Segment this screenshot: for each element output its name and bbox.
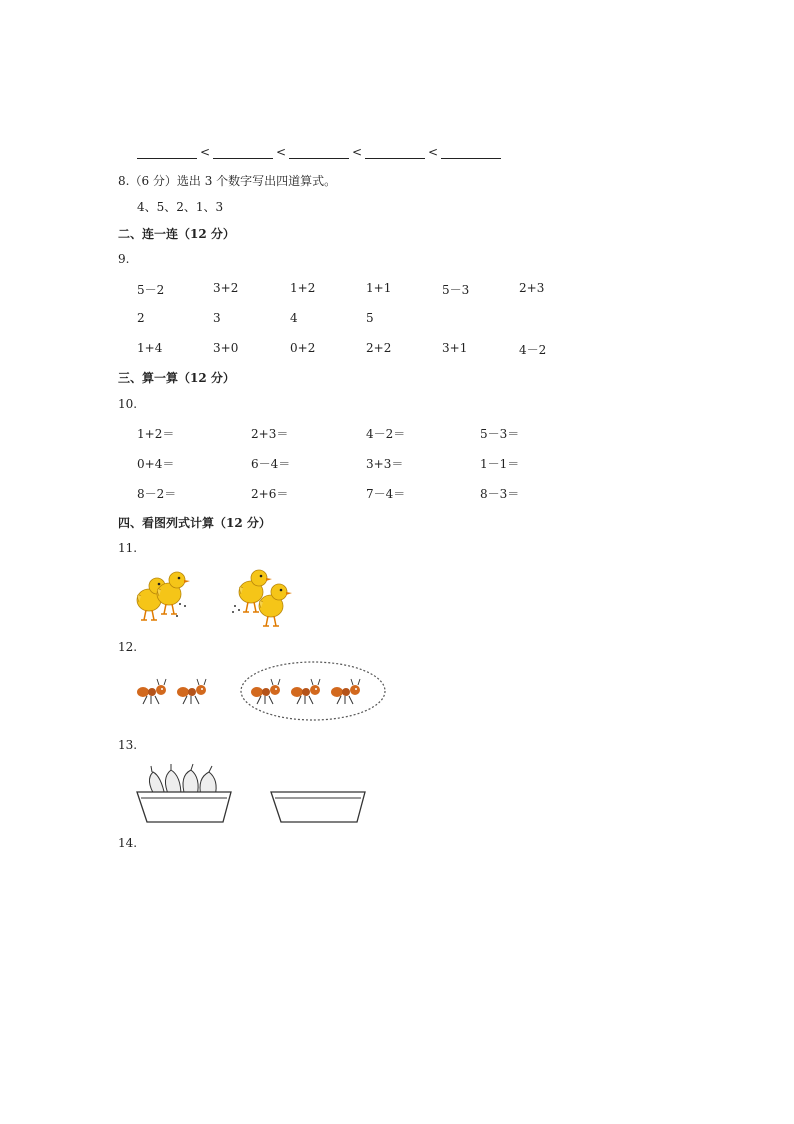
- match-expression[interactable]: 1+4: [137, 341, 163, 355]
- question-13-label: 13.: [118, 738, 138, 752]
- answer-blank[interactable]: [213, 146, 273, 159]
- match-expression[interactable]: 3+2: [213, 281, 239, 295]
- ant-icon: [251, 679, 280, 704]
- match-expression[interactable]: 5－2: [137, 283, 165, 297]
- match-number[interactable]: 5: [366, 311, 374, 325]
- answer-blank[interactable]: [365, 146, 425, 159]
- calc-item[interactable]: 6－4＝: [251, 457, 291, 471]
- basket-empty: [271, 792, 365, 822]
- calc-item[interactable]: 2+3＝: [251, 427, 289, 441]
- chicks-illustration: [135, 566, 295, 626]
- match-number[interactable]: 2: [137, 311, 145, 325]
- ant-icon: [137, 679, 166, 704]
- ants-illustration: [135, 660, 385, 722]
- match-expression[interactable]: 5－3: [442, 283, 470, 297]
- less-than-sign: <: [275, 145, 287, 159]
- answer-blank[interactable]: [441, 146, 501, 159]
- calc-item[interactable]: 2+6＝: [251, 487, 289, 501]
- basket-full: [137, 792, 231, 822]
- question-8-numbers: 4、5、2、1、3: [137, 200, 224, 214]
- calc-item[interactable]: 8－2＝: [137, 487, 177, 501]
- section-3-title: 三、算一算（12 分）: [118, 371, 235, 385]
- less-than-sign: <: [351, 145, 363, 159]
- answer-blank[interactable]: [289, 146, 349, 159]
- pear-group: [149, 764, 216, 796]
- less-than-sign: <: [199, 145, 211, 159]
- chick-icon: [157, 572, 190, 614]
- match-expression[interactable]: 4－2: [519, 343, 547, 357]
- match-number[interactable]: 3: [213, 311, 221, 325]
- baskets-illustration: [135, 762, 370, 826]
- section-4-title: 四、看图列式计算（12 分）: [118, 516, 271, 530]
- calc-item[interactable]: 5－3＝: [480, 427, 520, 441]
- answer-blank[interactable]: [137, 146, 197, 159]
- ant-icon: [331, 679, 360, 704]
- section-2-title: 二、连一连（12 分）: [118, 227, 235, 241]
- calc-item[interactable]: 7－4＝: [366, 487, 406, 501]
- ant-icon: [177, 679, 206, 704]
- calc-item[interactable]: 8－3＝: [480, 487, 520, 501]
- chick-icon: [259, 584, 292, 626]
- less-than-sign: <: [427, 145, 439, 159]
- match-expression[interactable]: 1+1: [366, 281, 392, 295]
- calc-item[interactable]: 3+3＝: [366, 457, 404, 471]
- match-expression[interactable]: 3+0: [213, 341, 239, 355]
- ant-icon: [291, 679, 320, 704]
- calc-item[interactable]: 4－2＝: [366, 427, 406, 441]
- question-9-label: 9.: [118, 252, 130, 266]
- question-12-label: 12.: [118, 640, 138, 654]
- question-11-label: 11.: [118, 541, 138, 555]
- match-expression[interactable]: 2+2: [366, 341, 392, 355]
- calc-item[interactable]: 1－1＝: [480, 457, 520, 471]
- match-expression[interactable]: 2+3: [519, 281, 545, 295]
- question-14-label: 14.: [118, 836, 138, 850]
- question-8-label: 8.（6 分）选出 3 个数字写出四道算式。: [118, 174, 337, 188]
- match-number[interactable]: 4: [290, 311, 298, 325]
- calc-item[interactable]: 1+2＝: [137, 427, 175, 441]
- question-10-label: 10.: [118, 397, 138, 411]
- match-expression[interactable]: 3+1: [442, 341, 468, 355]
- match-expression[interactable]: 1+2: [290, 281, 316, 295]
- ordering-blanks: [137, 145, 501, 159]
- match-expression[interactable]: 0+2: [290, 341, 316, 355]
- calc-item[interactable]: 0+4＝: [137, 457, 175, 471]
